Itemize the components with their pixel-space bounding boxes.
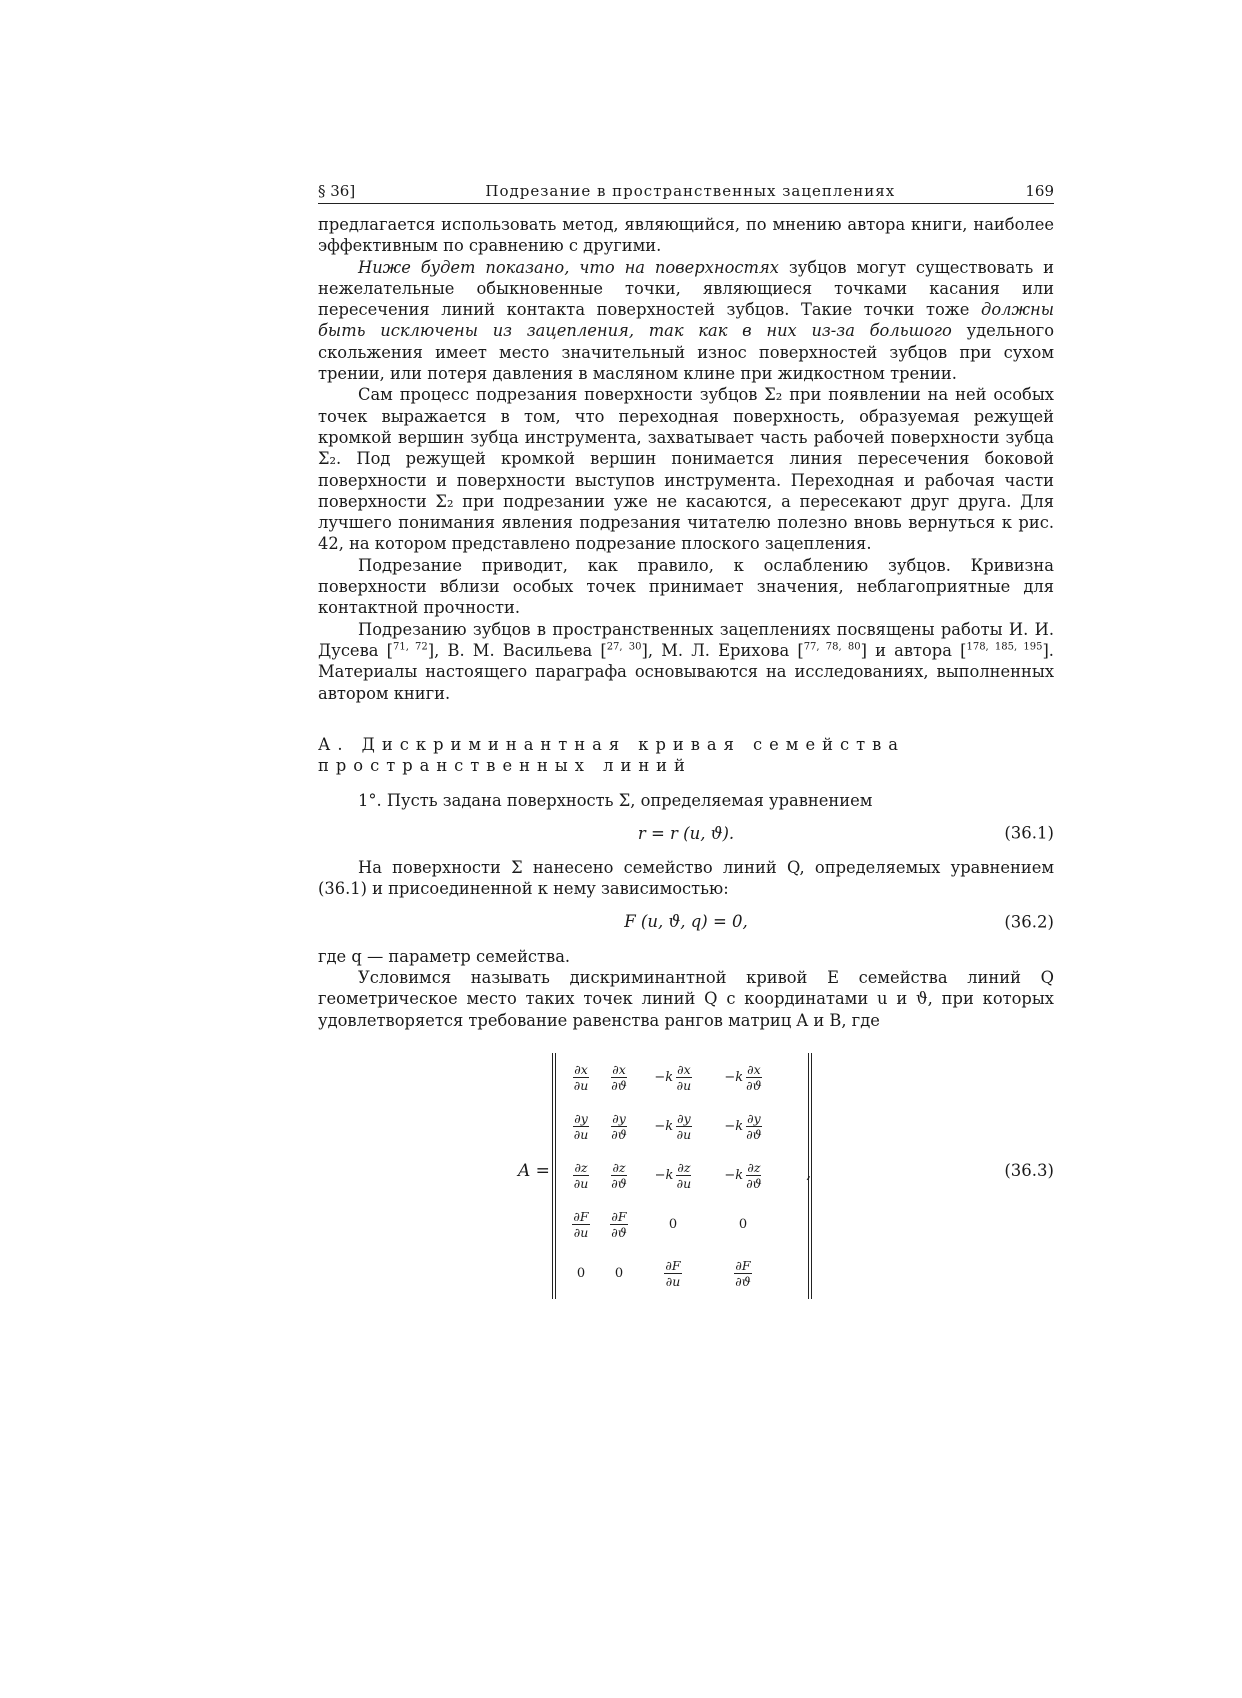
matrix-A	[552, 1053, 812, 1299]
partial-derivative: $\frac{\partial z}{\partial ϑ}$	[611, 1159, 627, 1191]
ref-author: 178, 185, 195	[966, 641, 1043, 653]
page	[318, 182, 1054, 1303]
equation-36-3	[318, 1053, 1054, 1303]
matrix-cell: −k $\frac{\partial x}{\partial u}$	[654, 1061, 692, 1093]
matrix-comma: ,	[806, 1162, 812, 1183]
equation-36-1	[318, 821, 1054, 845]
matrix-cell: 0	[738, 1216, 748, 1232]
matrix-cell	[710, 1258, 776, 1289]
equation-number: (36.3)	[1004, 1160, 1054, 1180]
matrix-row	[564, 1102, 800, 1151]
section-marker: § 36]	[318, 182, 356, 200]
matrix-cell	[602, 1111, 636, 1142]
paragraph-3: Сам процесс подрезания поверхности зубцов Σ₂ при появлении на ней особых точек выражается в том, что переходная поверхность, образуемая режущей кромкой вершин зубца инструмента, захватывает часть рабочей поверхности зубца Σ₂. Под режущей кромкой вершин понимается линия пересечения боковой поверхности и поверхности выступов инструмента. Переходная и рабочая части поверхности Σ₂ при подрезании уже не касаются, а пересекают друг друга. Для лучшего понимания явления подрезания читателю полезно вновь вернуться к рис. 42, на котором представлено подрезание плоского зацепления.	[318, 385, 1054, 554]
matrix-cell: −k $\frac{\partial z}{\partial ϑ}$	[724, 1159, 762, 1191]
partial-derivative: $\frac{\partial z}{\partial u}$	[573, 1159, 589, 1191]
matrix-cell	[602, 1160, 636, 1191]
italic-mid: должны быть исключены из зацепления, так как в них из-за большого	[318, 300, 1054, 341]
partial-derivative: $\frac{\partial y}{\partial u}$	[573, 1110, 589, 1142]
matrix-cell	[564, 1160, 598, 1191]
matrix-row	[564, 1200, 800, 1249]
paragraph-4: Подрезание приводит, как правило, к ослаблению зубцов. Кривизна поверхности вблизи особых точек принимает значения, неблагоприятные для контактной прочности.	[318, 555, 1054, 618]
matrix-row	[564, 1151, 800, 1200]
matrix-lhs: A =	[518, 1160, 550, 1181]
matrix-row	[564, 1053, 800, 1102]
paragraph-6: На поверхности Σ нанесено семейство линий Q, определяемых уравнением (36.1) и присоединенной к нему зависимостью:	[318, 858, 1054, 899]
matrix-cell	[564, 1062, 598, 1093]
equation-expr: r = r (u, ϑ).	[637, 823, 735, 843]
matrix-cell: −k $\frac{\partial y}{\partial ϑ}$	[724, 1110, 762, 1142]
partial-derivative: $\frac{\partial x}{\partial u}$	[676, 1061, 692, 1093]
paragraph-2: Ниже будет показано, что на поверхностях зубцов могут существовать и нежелательные обыкновенные точки, являющиеся точками касания или пересечения линий контакта поверхностей зубцов. Такие точки тоже должны быть исключены из зацепления, так как в них из-за большого удельного скольжения имеет место значительный износ поверхностей зубцов при сухом трении, или потеря давления в масляном клине при жидкостном трении.	[318, 257, 1054, 384]
running-title: Подрезание в пространственных зацеплениях	[485, 182, 896, 200]
equation-number: (36.1)	[1004, 823, 1054, 843]
partial-derivative: $\frac{\partial F}{\partial ϑ}$	[611, 1208, 627, 1240]
partial-derivative: $\frac{\partial F}{\partial u}$	[573, 1208, 589, 1240]
paragraph-7: где q — параметр семейства.	[318, 946, 571, 966]
partial-derivative: $\frac{\partial y}{\partial ϑ}$	[611, 1110, 627, 1142]
matrix-cell	[640, 1258, 706, 1289]
partial-derivative: $\frac{\partial x}{\partial ϑ}$	[746, 1061, 762, 1093]
paragraph-1: предлагается использовать метод, являющийся, по мнению автора книги, наиболее эффективным по сравнению с другими.	[318, 215, 1054, 256]
matrix-cell: 0	[576, 1265, 586, 1281]
matrix-cell: −k $\frac{\partial z}{\partial u}$	[654, 1159, 692, 1191]
matrix-cell	[602, 1062, 636, 1093]
paragraph-references: Подрезанию зубцов в пространственных зацеплениях посвящены работы И. И. Дусева [$^{71, 72}$], В. М. Васильева [$^{27, 30}$], М. Л. Ерихова [$^{77, 78, 80}$] и автора [$^{178, 185, 195}$]. Материалы настоящего параграфа основываются на исследованиях, выполненных автором книги.	[318, 619, 1054, 703]
ref-vasiliev: 27, 30	[606, 641, 642, 653]
paragraph-8: Условимся называть дискриминантной кривой E семейства линий Q геометрическое место таких точек линий Q с координатами u и ϑ, при которых удовлетворяется требование равенства рангов матриц A и B, где	[318, 968, 1054, 1030]
italic-lead: Ниже будет показано, что на поверхностях	[358, 257, 779, 277]
matrix-cell: 0	[668, 1216, 678, 1232]
matrix-cell: 0	[614, 1265, 624, 1281]
equation-number: (36.2)	[1004, 912, 1054, 932]
paragraph-5: 1°. Пусть задана поверхность Σ, определяемая уравнением	[358, 790, 873, 810]
equation-expr: F (u, ϑ, q) = 0,	[624, 912, 748, 932]
ref-erikhov: 77, 78, 80	[803, 641, 861, 653]
page-number: 169	[1025, 182, 1054, 200]
partial-derivative: $\frac{\partial y}{\partial u}$	[676, 1110, 692, 1142]
partial-derivative: $\frac{\partial x}{\partial u}$	[573, 1061, 589, 1093]
partial-derivative: $\frac{\partial F}{\partial u}$	[665, 1257, 681, 1289]
partial-derivative: $\frac{\partial y}{\partial ϑ}$	[746, 1110, 762, 1142]
matrix-cell: −k $\frac{\partial y}{\partial u}$	[654, 1110, 692, 1142]
partial-derivative: $\frac{\partial z}{\partial u}$	[676, 1159, 692, 1191]
matrix-cell: −k $\frac{\partial x}{\partial ϑ}$	[724, 1061, 762, 1093]
matrix-row	[564, 1249, 800, 1298]
matrix-cell	[602, 1209, 636, 1240]
partial-derivative: $\frac{\partial z}{\partial ϑ}$	[746, 1159, 762, 1191]
matrix-cell	[564, 1111, 598, 1142]
section-heading: А. Дискриминантная кривая семейства пространственных линий	[318, 734, 905, 775]
ref-dusev: 71, 72	[392, 641, 428, 653]
partial-derivative: $\frac{\partial x}{\partial ϑ}$	[611, 1061, 627, 1093]
equation-36-2	[318, 910, 1054, 934]
matrix-cell	[564, 1209, 598, 1240]
running-head	[318, 182, 1054, 204]
partial-derivative: $\frac{\partial F}{\partial ϑ}$	[735, 1257, 751, 1289]
